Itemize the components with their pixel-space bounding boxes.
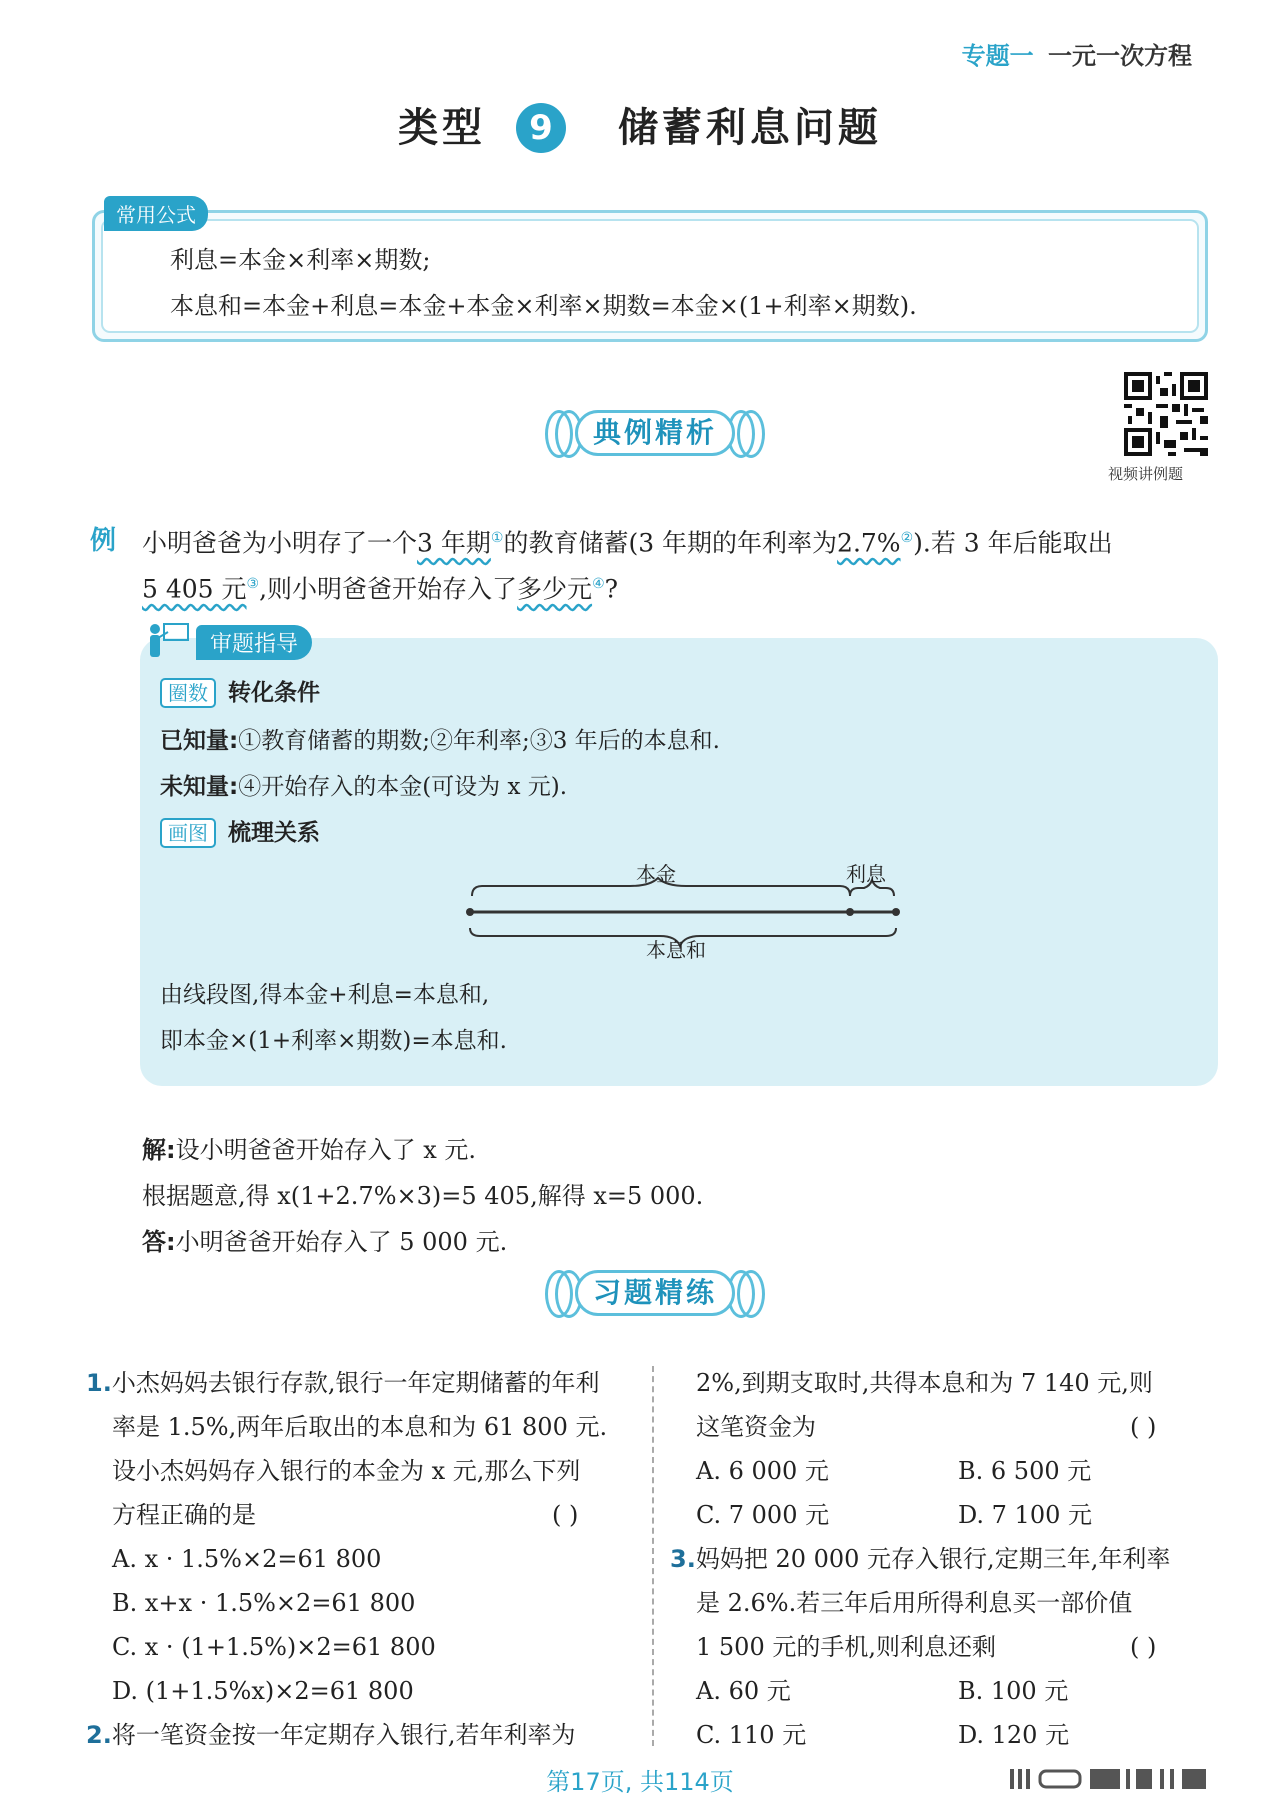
q1-line-2: 率是 1.5%,两年后取出的本息和为 61 800 元. bbox=[112, 1413, 608, 1441]
solution-line-1: 解:设小明爸爸开始存入了 x 元. bbox=[142, 1136, 477, 1164]
guide-known: 已知量:①教育储蓄的期数;②年利率;③3 年后的本息和. bbox=[160, 728, 720, 754]
q3-line-2: 是 2.6%.若三年后用所得利息买一部价值 bbox=[696, 1589, 1133, 1617]
q3-answer-paren: ( ) bbox=[1130, 1633, 1157, 1661]
qr-code-icon[interactable] bbox=[1124, 372, 1208, 456]
q2-answer-paren: ( ) bbox=[1130, 1413, 1157, 1441]
guide-conclusion-1: 由线段图,得本金+利息=本息和, bbox=[160, 982, 490, 1008]
solution-line-3: 答:小明爸爸开始存入了 5 000 元. bbox=[142, 1228, 508, 1256]
diagram-label-interest: 利息 bbox=[846, 862, 886, 886]
type-number-badge: 9 bbox=[516, 103, 566, 153]
page-footer: 第17页, 共114页 bbox=[546, 1768, 734, 1796]
example-line-2: 5 405 元③,则小明爸爸开始存入了多少元④? bbox=[142, 574, 619, 604]
example-section-banner bbox=[545, 408, 765, 458]
q3-line-1: 3.妈妈把 20 000 元存入银行,定期三年,年利率 bbox=[670, 1545, 1171, 1573]
formula-tag: 常用公式 bbox=[104, 196, 208, 231]
q1-option-d: D. (1+1.5%x)×2=61 800 bbox=[112, 1677, 414, 1705]
q1-line-1: 1.小杰妈妈去银行存款,银行一年定期储蓄的年利 bbox=[86, 1369, 600, 1397]
diagram-label-principal: 本金 bbox=[636, 862, 676, 886]
formula-box bbox=[92, 210, 1208, 342]
q2-option-c: C. 7 000 元 bbox=[696, 1501, 830, 1529]
q1-option-c: C. x · (1+1.5%)×2=61 800 bbox=[112, 1633, 436, 1661]
guide-unknown: 未知量:④开始存入的本金(可设为 x 元). bbox=[160, 774, 568, 800]
q1-option-b: B. x+x · 1.5%×2=61 800 bbox=[112, 1589, 416, 1617]
q3-option-d: D. 120 元 bbox=[958, 1721, 1070, 1749]
q2-line-2: 2%,到期支取时,共得本息和为 7 140 元,则 bbox=[696, 1369, 1153, 1397]
page-header bbox=[962, 36, 1192, 71]
diagram-label-total: 本息和 bbox=[646, 938, 706, 962]
formula-line-2: 本息和=本金+利息=本金+本金×利率×期数=本金×(1+利率×期数). bbox=[170, 292, 917, 320]
guide-step2: 画图 梳理关系 bbox=[160, 814, 320, 848]
q2-option-d: D. 7 100 元 bbox=[958, 1501, 1092, 1529]
step2-tag: 画图 bbox=[160, 818, 216, 848]
column-divider bbox=[652, 1366, 654, 1746]
title-prefix: 类型 bbox=[398, 105, 487, 151]
example-label: 例 bbox=[90, 526, 117, 556]
example-section-title: 典例精析 bbox=[575, 410, 735, 456]
guide-conclusion-2: 即本金×(1+利率×期数)=本息和. bbox=[160, 1028, 507, 1054]
q2-line-1: 2.将一笔资金按一年定期存入银行,若年利率为 bbox=[86, 1721, 576, 1749]
watermark-bars-icon bbox=[1010, 1765, 1210, 1793]
practice-section-banner bbox=[545, 1268, 765, 1318]
topic-label: 专题一 bbox=[961, 42, 1034, 70]
guide-step1: 圈数 转化条件 bbox=[160, 674, 320, 708]
q3-option-a: A. 60 元 bbox=[696, 1677, 791, 1705]
title-text: 储蓄利息问题 bbox=[617, 105, 882, 151]
example-line-1: 小明爸爸为小明存了一个3 年期①的教育储蓄(3 年期的年利率为2.7%②).若 3 年后能取出 bbox=[142, 528, 1113, 558]
chapter-label: 一元一次方程 bbox=[1048, 42, 1192, 70]
qr-caption: 视频讲例题 bbox=[1108, 465, 1184, 483]
formula-line-1: 利息=本金×利率×期数; bbox=[170, 246, 431, 274]
q3-option-c: C. 110 元 bbox=[696, 1721, 807, 1749]
q2-option-a: A. 6 000 元 bbox=[696, 1457, 829, 1485]
q3-option-b: B. 100 元 bbox=[958, 1677, 1069, 1705]
step1-tag: 圈数 bbox=[160, 678, 216, 708]
solution-line-2: 根据题意,得 x(1+2.7%×3)=5 405,解得 x=5 000. bbox=[142, 1182, 704, 1210]
q1-option-a: A. x · 1.5%×2=61 800 bbox=[112, 1545, 382, 1573]
practice-section-title: 习题精练 bbox=[575, 1270, 735, 1316]
q3-line-3: 1 500 元的手机,则利息还剩 bbox=[696, 1633, 996, 1661]
q1-line-4: 方程正确的是 bbox=[112, 1501, 256, 1529]
q1-answer-paren: ( ) bbox=[552, 1501, 579, 1529]
teacher-icon bbox=[146, 622, 192, 658]
guide-tag: 审题指导 bbox=[196, 625, 312, 660]
q2-option-b: B. 6 500 元 bbox=[958, 1457, 1092, 1485]
q1-line-3: 设小杰妈妈存入银行的本金为 x 元,那么下列 bbox=[112, 1457, 581, 1485]
q2-line-3: 这笔资金为 bbox=[696, 1413, 816, 1441]
page-title bbox=[0, 96, 1280, 153]
